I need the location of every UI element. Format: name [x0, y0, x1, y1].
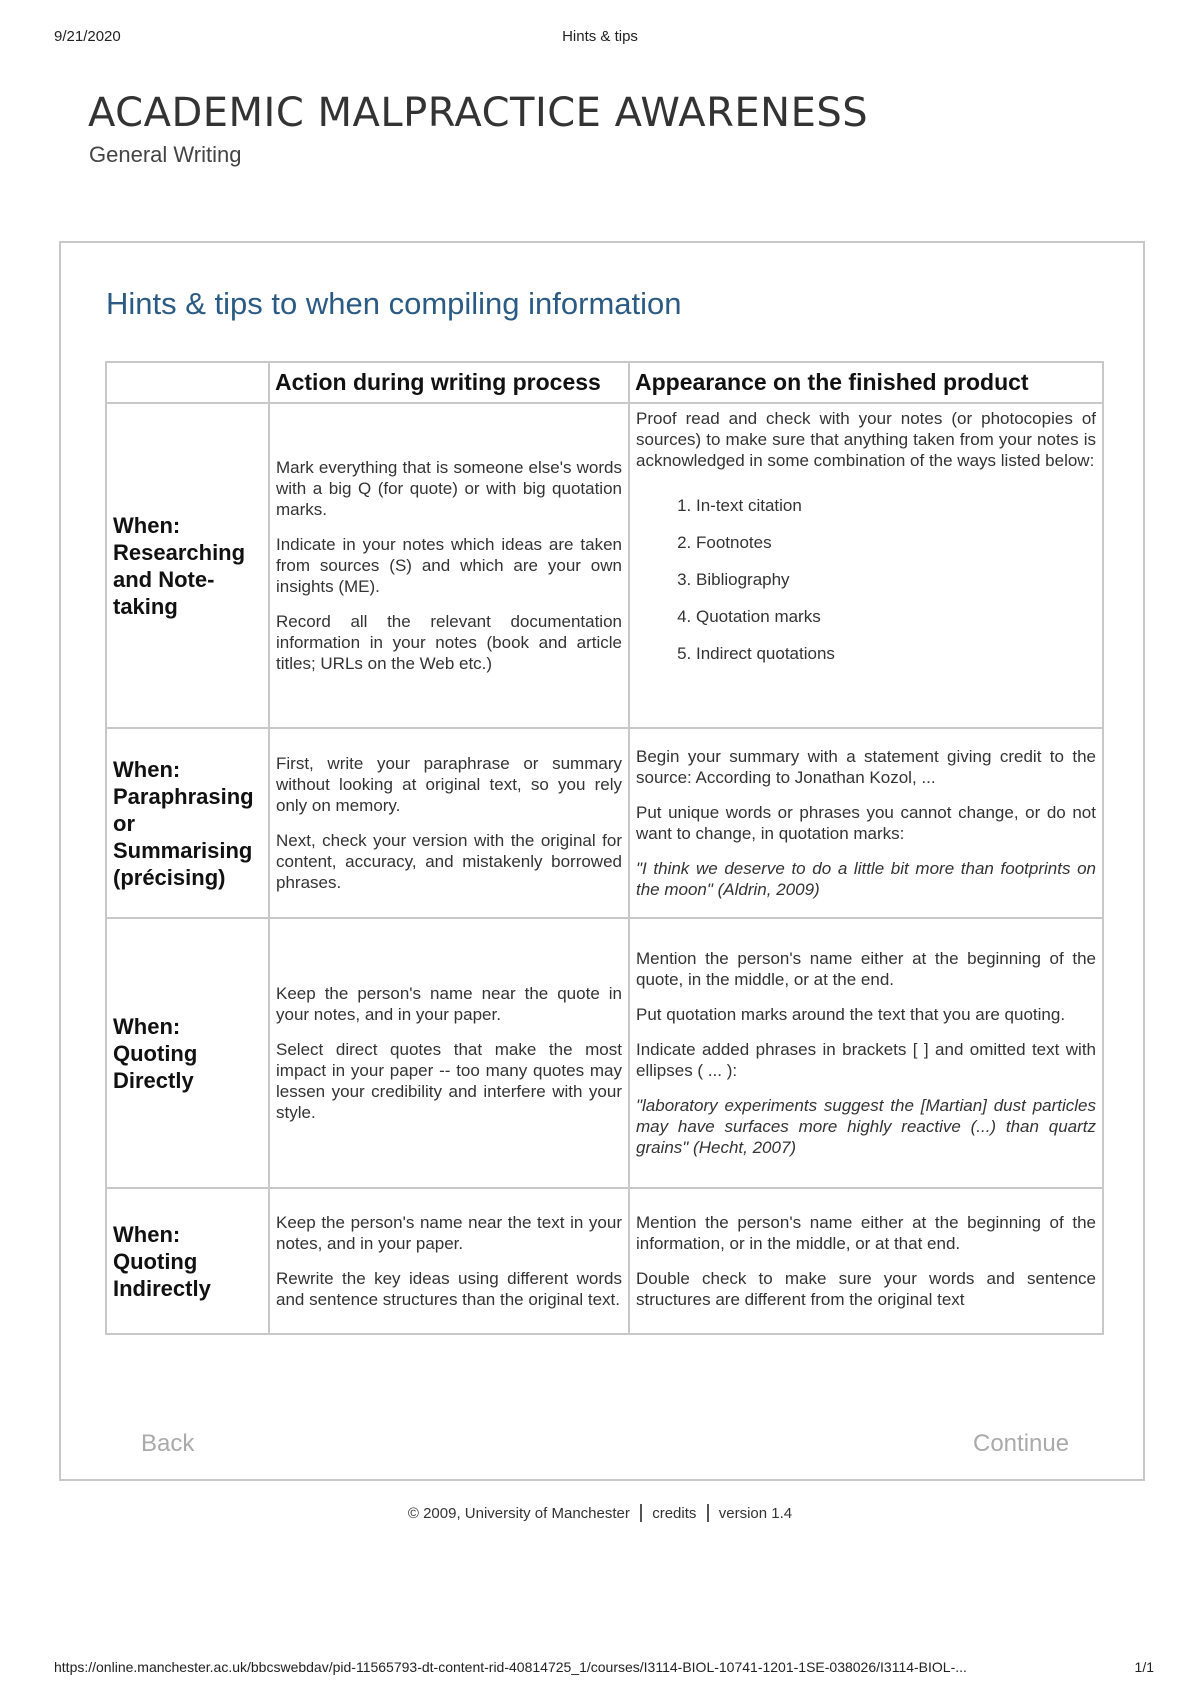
row-action-cell — [269, 728, 629, 918]
row-action-cell — [269, 918, 629, 1188]
row-action-cell — [269, 1188, 629, 1334]
print-page-number: 1/1 — [1134, 1659, 1154, 1675]
appearance-text: Mention the person's name either at the beginning of the information, or in the middle, or at that end. — [636, 1213, 1096, 1253]
action-text: Mark everything that is someone else's words with a big Q (for quote) or with big quotation marks. — [276, 458, 622, 519]
row-appearance-cell — [629, 403, 1103, 728]
list-item: 4. Quotation marks — [696, 606, 1096, 627]
appearance-text: Begin your summary with a statement giving credit to the source: According to Jonathan Kozol, ... — [636, 747, 1096, 787]
action-text: Indicate in your notes which ideas are taken from sources (S) and which are your own insights (ME). — [276, 535, 622, 596]
action-text: Rewrite the key ideas using different words and sentence structures than the original text. — [276, 1269, 622, 1309]
action-text: Select direct quotes that make the most impact in your paper -- too many quotes may lessen your credibility and interfere with your style. — [276, 1040, 622, 1122]
footer-divider — [707, 1504, 709, 1522]
row-when-label: When: Researching and Note-taking — [106, 403, 269, 728]
header-action: Action during writing process — [269, 362, 629, 403]
list-item: 3. Bibliography — [696, 569, 1096, 590]
app-subtitle: General Writing — [89, 142, 242, 167]
action-text: First, write your paraphrase or summary without looking at original text, so you rely only on memory. — [276, 754, 622, 815]
print-date: 9/21/2020 — [54, 28, 121, 45]
panel-heading: Hints & tips to when compiling information — [106, 286, 682, 321]
appearance-text: Indicate added phrases in brackets [ ] and omitted text with ellipses ( ... ): — [636, 1040, 1096, 1080]
table-row — [106, 1188, 1103, 1334]
appearance-text: Proof read and check with your notes (or photocopies of sources) to make sure that anything taken from your notes is acknowledged in some combination of the ways listed below: — [636, 409, 1096, 470]
page-footer — [0, 1504, 1200, 1522]
print-footer — [54, 1659, 1154, 1675]
appearance-text: Put unique words or phrases you cannot change, or do not want to change, in quotation marks: — [636, 803, 1096, 843]
row-when-label: When: Quoting Directly — [106, 918, 269, 1188]
appearance-text: Double check to make sure your words and sentence structures are different from the original text — [636, 1269, 1096, 1309]
footer-divider — [640, 1504, 642, 1522]
list-item: 1. In-text citation — [696, 495, 1096, 516]
print-url: https://online.manchester.ac.uk/bbcswebdav/pid-11565793-dt-content-rid-40814725_1/courses/I3114-BIOL-10741-1201-1SE-038026/I3114-BIOL-... — [54, 1659, 967, 1675]
action-text: Keep the person's name near the text in your notes, and in your paper. — [276, 1213, 622, 1253]
hints-table — [105, 361, 1104, 1335]
table-row — [106, 403, 1103, 728]
table-row — [106, 728, 1103, 918]
header-empty-cell — [106, 362, 269, 403]
list-item: 2. Footnotes — [696, 532, 1096, 553]
appearance-quote: "laboratory experiments suggest the [Martian] dust particles may have surfaces more highly reactive (...) than quartz grains" (Hecht, 2007) — [636, 1096, 1096, 1157]
list-item: 5. Indirect quotations — [696, 643, 1096, 664]
continue-button[interactable]: Continue — [973, 1430, 1070, 1457]
row-appearance-cell — [629, 728, 1103, 918]
print-page-title: Hints & tips — [562, 28, 638, 45]
app-title: ACADEMIC MALPRACTICE AWARENESS — [88, 90, 869, 136]
appearance-text: Mention the person's name either at the beginning of the quote, in the middle, or at the end. — [636, 949, 1096, 989]
acknowledgement-list — [636, 495, 1096, 664]
appearance-quote: "I think we deserve to do a little bit more than footprints on the moon" (Aldrin, 2009) — [636, 859, 1096, 899]
version-text: version 1.4 — [718, 1505, 793, 1522]
row-appearance-cell — [629, 1188, 1103, 1334]
action-text: Next, check your version with the original for content, accuracy, and mistakenly borrowed phrases. — [276, 831, 622, 892]
action-text: Record all the relevant documentation information in your notes (book and article titles; URLs on the Web etc.) — [276, 612, 622, 673]
table-header-row — [106, 362, 1103, 403]
credits-link[interactable]: credits — [652, 1505, 697, 1522]
row-appearance-cell — [629, 918, 1103, 1188]
action-text: Keep the person's name near the quote in your notes, and in your paper. — [276, 984, 622, 1024]
header-appearance: Appearance on the finished product — [629, 362, 1103, 403]
row-when-label: When: Quoting Indirectly — [106, 1188, 269, 1334]
back-button[interactable]: Back — [141, 1430, 195, 1457]
appearance-text: Put quotation marks around the text that you are quoting. — [636, 1005, 1066, 1024]
table-row — [106, 918, 1103, 1188]
copyright-text: © 2009, University of Manchester — [407, 1505, 630, 1522]
row-when-label: When: Paraphrasing or Summarising (précising) — [106, 728, 269, 918]
row-action-cell — [269, 403, 629, 728]
